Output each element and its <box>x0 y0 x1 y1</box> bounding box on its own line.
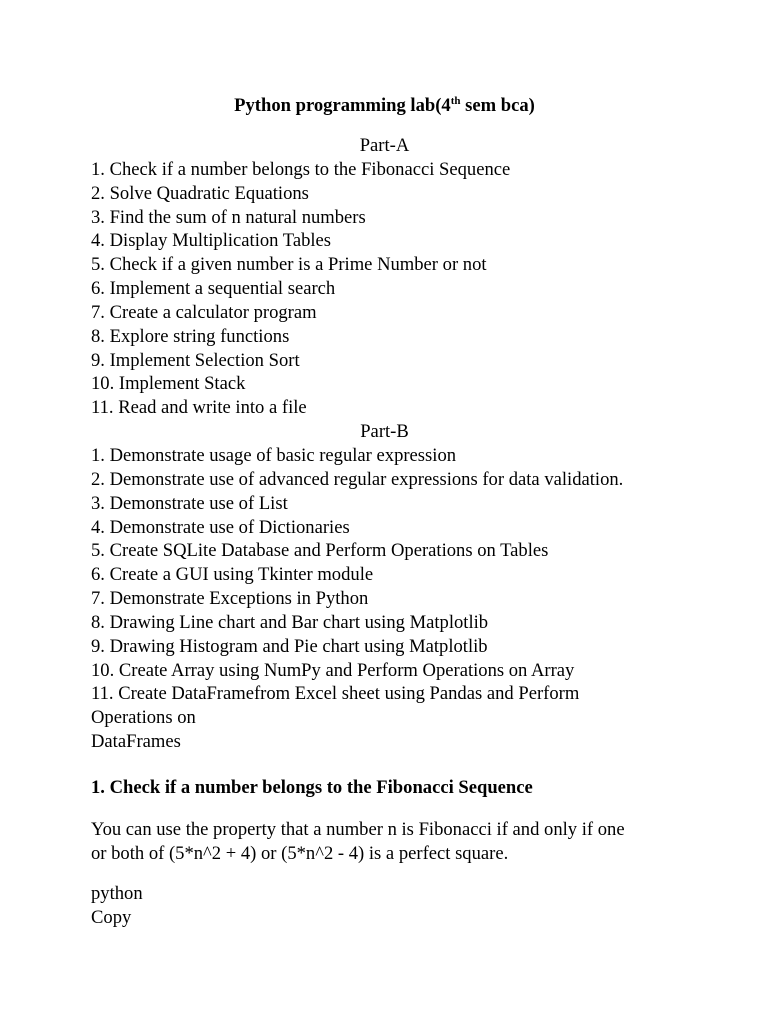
list-item: 8. Explore string functions <box>91 325 290 347</box>
paragraph-line: You can use the property that a number n is Fibonacci if and only if one <box>91 818 625 840</box>
list-item: 9. Implement Selection Sort <box>91 349 300 371</box>
paragraph-line: or both of (5*n^2 + 4) or (5*n^2 - 4) is a perfect square. <box>91 842 509 864</box>
section-paragraph <box>91 818 678 866</box>
list-item <box>91 682 678 754</box>
list-item: 2. Demonstrate use of advanced regular expressions for data validation. <box>91 468 624 490</box>
list-item: 7. Demonstrate Exceptions in Python <box>91 588 369 610</box>
list-item: 5. Check if a given number is a Prime Number or not <box>91 254 487 276</box>
document-title <box>91 92 678 134</box>
list-item: 9. Drawing Histogram and Pie chart using Matplotlib <box>91 635 488 657</box>
list-item: 1. Check if a number belongs to the Fibonacci Sequence <box>91 158 511 180</box>
copy-button[interactable]: Copy <box>91 907 132 929</box>
list-item: 1. Demonstrate usage of basic regular expression <box>91 444 457 466</box>
list-item: 7. Create a calculator program <box>91 301 317 323</box>
list-item: 8. Drawing Line chart and Bar chart using Matplotlib <box>91 611 489 633</box>
list-item: 2. Solve Quadratic Equations <box>91 182 309 204</box>
part-a-list <box>91 158 678 420</box>
list-item: 6. Create a GUI using Tkinter module <box>91 564 374 586</box>
code-language-label: python <box>91 883 143 905</box>
title-superscript: th <box>450 95 461 107</box>
list-item-line: DataFrames <box>91 731 181 753</box>
list-item: 4. Demonstrate use of Dictionaries <box>91 516 350 538</box>
list-item: 4. Display Multiplication Tables <box>91 230 332 252</box>
title-main: Python programming lab(4 <box>234 95 451 116</box>
list-item: 3. Find the sum of n natural numbers <box>91 206 366 228</box>
list-item: 10. Implement Stack <box>91 373 246 395</box>
list-item: 11. Read and write into a file <box>91 397 307 419</box>
list-item: 6. Implement a sequential search <box>91 278 336 300</box>
list-item: 3. Demonstrate use of List <box>91 492 288 514</box>
part-a-heading: Part-A <box>359 135 410 156</box>
part-b-list <box>91 444 678 754</box>
list-item: 5. Create SQLite Database and Perform Operations on Tables <box>91 540 549 562</box>
section-heading: 1. Check if a number belongs to the Fibonacci Sequence <box>91 776 533 798</box>
title-rest: sem bca) <box>460 95 535 116</box>
list-item-line: Operations on <box>91 707 196 729</box>
code-block-header <box>91 882 678 930</box>
list-item: 10. Create Array using NumPy and Perform Operations on Array <box>91 659 575 681</box>
part-b-heading: Part-B <box>360 421 409 443</box>
list-item-line: 11. Create DataFramefrom Excel sheet using Pandas and Perform <box>91 683 580 705</box>
